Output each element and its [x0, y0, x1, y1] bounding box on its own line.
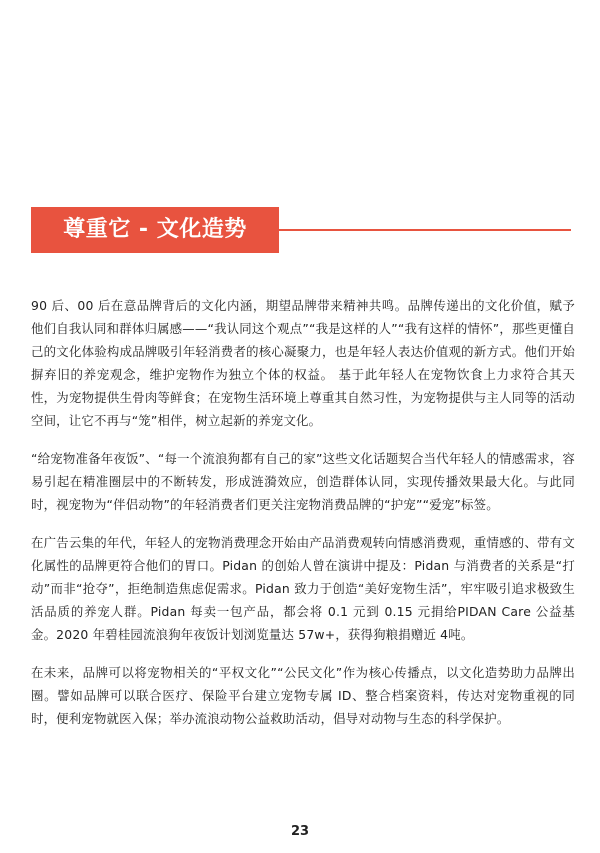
- section-header: [31, 207, 571, 253]
- body-content: [31, 294, 575, 745]
- paragraph: 在未来，品牌可以将宠物相关的“平权文化”“公民文化”作为核心传播点，以文化造势助力品牌出圈。譬如品牌可以联合医疗、保险平台建立宠物专属 ID、整合档案资料，传达对宠物重视的同时，便利宠物就医入保；举办流浪动物公益救助活动，倡导对动物与生态的科学保护。: [31, 665, 575, 726]
- paragraph: 在广告云集的年代，年轻人的宠物消费理念开始由产品消费观转向情感消费观，重情感的、带有文化属性的品牌更符合他们的胃口。Pidan 的创始人曾在演讲中提及：Pidan 与消费者的关系是“打动”而非“抢夺”，拒绝制造焦虑促需求。Pidan 致力于创造“美好宠物生活”，牢牢吸引追求极致生活品质的养宠人群。Pidan 每卖一包产品，都会将 0.1 元到 0.15 元捐给PIDAN Care 公益基金。2020 年碧桂园流浪狗年夜饭计划浏览量达 57w+，获得狗粮捐赠近 4吨。: [31, 535, 575, 642]
- section-title: 尊重它 - 文化造势: [31, 207, 279, 253]
- page-number: 23: [290, 824, 310, 839]
- paragraph: “给宠物准备年夜饭”、“每一个流浪狗都有自己的家”这些文化话题契合当代年轻人的情感需求，容易引起在精准圈层中的不断转发，形成涟漪效应，创造群体认同，实现传播效果最大化。与此同时，视宠物为“伴侣动物”的年轻消费者们更关注宠物消费品牌的“护宠”“爱宠”标签。: [31, 451, 575, 512]
- title-divider-line: [279, 229, 571, 231]
- paragraph: 90 后、00 后在意品牌背后的文化内涵，期望品牌带来精神共鸣。品牌传递出的文化价值，赋予他们自我认同和群体归属感——“我认同这个观点”“我是这样的人”“我有这样的情怀”，那些更懂自己的文化体验构成品牌吸引年轻消费者的核心凝聚力，也是年轻人表达价值观的新方式。他们开始摒弃旧的养宠观念，维护宠物作为独立个体的权益。 基于此年轻人在宠物饮食上力求符合其天性，为宠物提供生骨肉等鲜食；在宠物生活环境上尊重其自然习性，为宠物提供与主人同等的活动空间，让它不再与“笼”相伴，树立起新的养宠文化。: [31, 298, 575, 428]
